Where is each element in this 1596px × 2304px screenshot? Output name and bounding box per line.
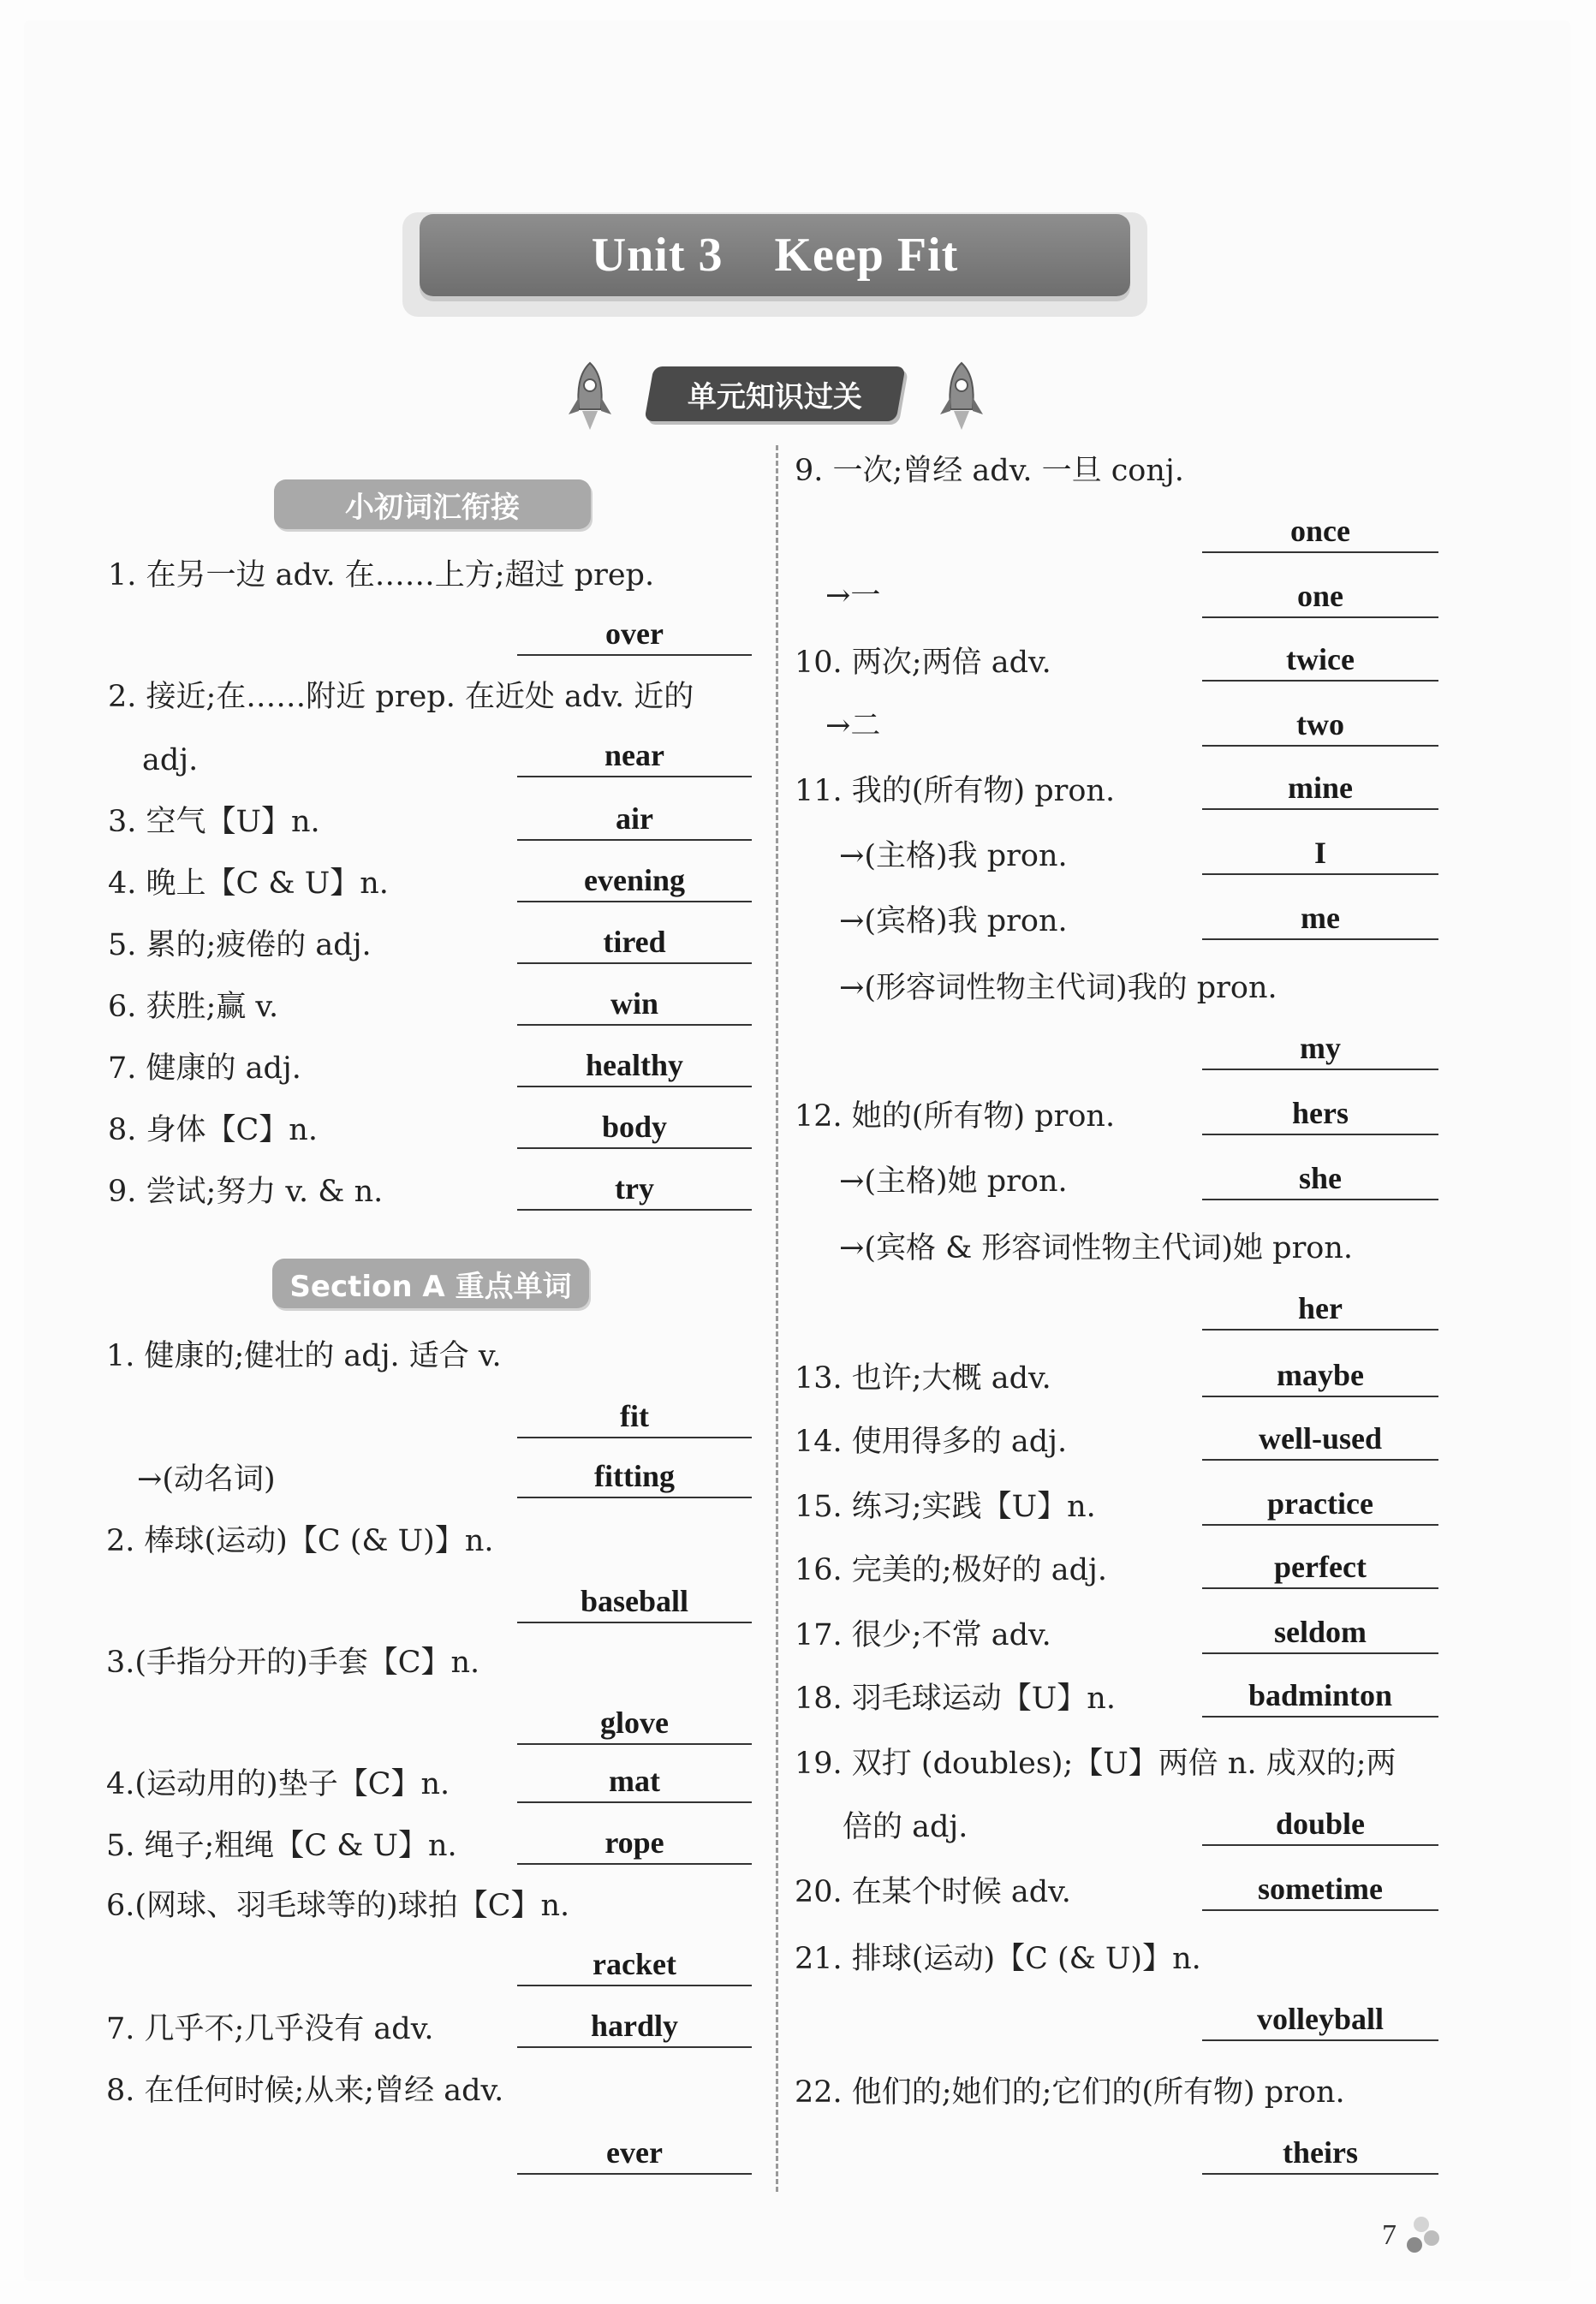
vocab-answer: over [517, 616, 752, 656]
vocab-answer: perfect [1202, 1550, 1438, 1589]
vocab-question: 8. 身体【C】n. [108, 1113, 318, 1147]
rocket-left-icon [562, 360, 618, 433]
vocab-question: 7. 健康的 adj. [108, 1051, 301, 1086]
unit-title: Unit 3 Keep Fit [591, 229, 959, 282]
vocab-answer: healthy [517, 1048, 752, 1087]
vocab-question: 18. 羽毛球运动【U】n. [795, 1682, 1116, 1716]
vocab-question: 1. 在另一边 adv. 在……上方;超过 prep. [108, 558, 655, 592]
subsection-header-section-a: Section A 重点单词 [272, 1259, 589, 1308]
vocab-question: →(形容词性物主代词)我的 pron. [839, 971, 1277, 1005]
vocab-question: →(主格)她 pron. [839, 1164, 1068, 1199]
vocab-question: →二 [825, 709, 881, 743]
vocab-answer: I [1202, 836, 1438, 875]
vocab-answer: mat [517, 1764, 752, 1803]
vocab-answer: once [1202, 514, 1438, 553]
vocab-question: 7. 几乎不;几乎没有 adv. [106, 2012, 434, 2046]
vocab-answer: evening [517, 863, 752, 902]
vocab-question: 3. 空气【U】n. [108, 805, 320, 839]
rocket-right-icon [933, 360, 990, 433]
vocab-question: →一 [825, 579, 881, 613]
vocab-question: 10. 两次;两倍 adv. [795, 646, 1051, 680]
page-ornament-icon [1394, 2211, 1445, 2262]
vocab-answer: volleyball [1202, 2002, 1438, 2041]
vocab-question-cont: adj. [142, 743, 199, 777]
vocab-answer: hardly [517, 2009, 752, 2048]
vocab-question: 3.(手指分开的)手套【C】n. [106, 1646, 480, 1680]
vocab-question: 17. 很少;不常 adv. [795, 1618, 1051, 1652]
vocab-answer: racket [517, 1947, 752, 1986]
vocab-answer: try [517, 1171, 752, 1211]
vocab-answer: she [1202, 1161, 1438, 1200]
vocab-answer: baseball [517, 1584, 752, 1623]
vocab-answer: mine [1202, 771, 1438, 810]
vocab-answer: well-used [1202, 1421, 1438, 1461]
vocab-question: 16. 完美的;极好的 adj. [795, 1553, 1107, 1587]
vocab-question: 22. 他们的;她们的;它们的(所有物) pron. [795, 2075, 1345, 2110]
vocab-answer: two [1202, 707, 1438, 747]
section-header [644, 366, 905, 421]
vocab-answer: her [1202, 1291, 1438, 1331]
vocab-question: 8. 在任何时候;从来;曾经 adv. [106, 2074, 504, 2108]
vocab-question: 12. 她的(所有物) pron. [795, 1099, 1116, 1134]
vocab-question: 5. 绳子;粗绳【C & U】n. [106, 1829, 457, 1863]
vocab-answer: near [517, 738, 752, 777]
vocab-answer: rope [517, 1825, 752, 1865]
vocab-question: 15. 练习;实践【U】n. [795, 1490, 1096, 1524]
vocab-answer: ever [517, 2135, 752, 2175]
vocab-question: →(宾格 & 形容词性物主代词)她 pron. [839, 1231, 1354, 1265]
vocab-question: 6.(网球、羽毛球等的)球拍【C】n. [106, 1889, 570, 1923]
column-divider [776, 445, 778, 2192]
vocab-question: →(动名词) [137, 1462, 276, 1497]
vocab-answer: air [517, 801, 752, 841]
vocab-answer: theirs [1202, 2135, 1438, 2175]
vocab-answer: fit [517, 1399, 752, 1438]
vocab-answer: double [1202, 1807, 1438, 1846]
vocab-question: 6. 获胜;赢 v. [108, 990, 279, 1024]
vocab-question: 14. 使用得多的 adj. [795, 1425, 1068, 1459]
title-banner [420, 214, 1130, 296]
vocab-answer: glove [517, 1706, 752, 1745]
vocab-question: 13. 也许;大概 adv. [795, 1361, 1051, 1396]
vocab-question: 5. 累的;疲倦的 adj. [108, 928, 372, 962]
vocab-question: 19. 双打 (doubles);【U】两倍 n. 成双的;两 [795, 1747, 1396, 1781]
vocab-answer: tired [517, 925, 752, 964]
vocab-answer: badminton [1202, 1678, 1438, 1718]
vocab-question: →(宾格)我 pron. [839, 904, 1068, 938]
vocab-answer: me [1202, 901, 1438, 940]
vocab-question: 2. 棒球(运动)【C (& U)】n. [106, 1524, 494, 1558]
vocab-answer: practice [1202, 1486, 1438, 1526]
vocab-question: 4. 晚上【C & U】n. [108, 866, 389, 901]
vocab-question: 20. 在某个时候 adv. [795, 1875, 1071, 1909]
page-number: 7 [1382, 2219, 1396, 2251]
vocab-answer: one [1202, 579, 1438, 618]
vocab-question-cont: 倍的 adj. [843, 1810, 968, 1844]
vocab-question: 1. 健康的;健壮的 adj. 适合 v. [106, 1339, 502, 1373]
vocab-question: →(主格)我 pron. [839, 839, 1068, 873]
subsection-header-primary-vocab: 小初词汇衔接 [274, 479, 591, 529]
vocab-answer: win [517, 986, 752, 1026]
vocab-answer: body [517, 1110, 752, 1149]
vocab-question: 11. 我的(所有物) pron. [795, 774, 1116, 808]
vocab-answer: seldom [1202, 1615, 1438, 1654]
vocab-question: 2. 接近;在……附近 prep. 在近处 adv. 近的 [108, 680, 694, 714]
vocab-answer: maybe [1202, 1358, 1438, 1397]
vocab-question: 9. 一次;曾经 adv. 一旦 conj. [795, 454, 1184, 488]
vocab-answer: my [1202, 1031, 1438, 1070]
vocab-answer: hers [1202, 1096, 1438, 1135]
vocab-answer: twice [1202, 642, 1438, 682]
section-header-label: 单元知识过关 [688, 379, 862, 414]
vocab-answer: fitting [517, 1459, 752, 1498]
vocab-answer: sometime [1202, 1872, 1438, 1911]
vocab-question: 4.(运动用的)垫子【C】n. [106, 1767, 450, 1801]
vocab-question: 21. 排球(运动)【C (& U)】n. [795, 1942, 1201, 1976]
vocab-question: 9. 尝试;努力 v. & n. [108, 1175, 384, 1209]
